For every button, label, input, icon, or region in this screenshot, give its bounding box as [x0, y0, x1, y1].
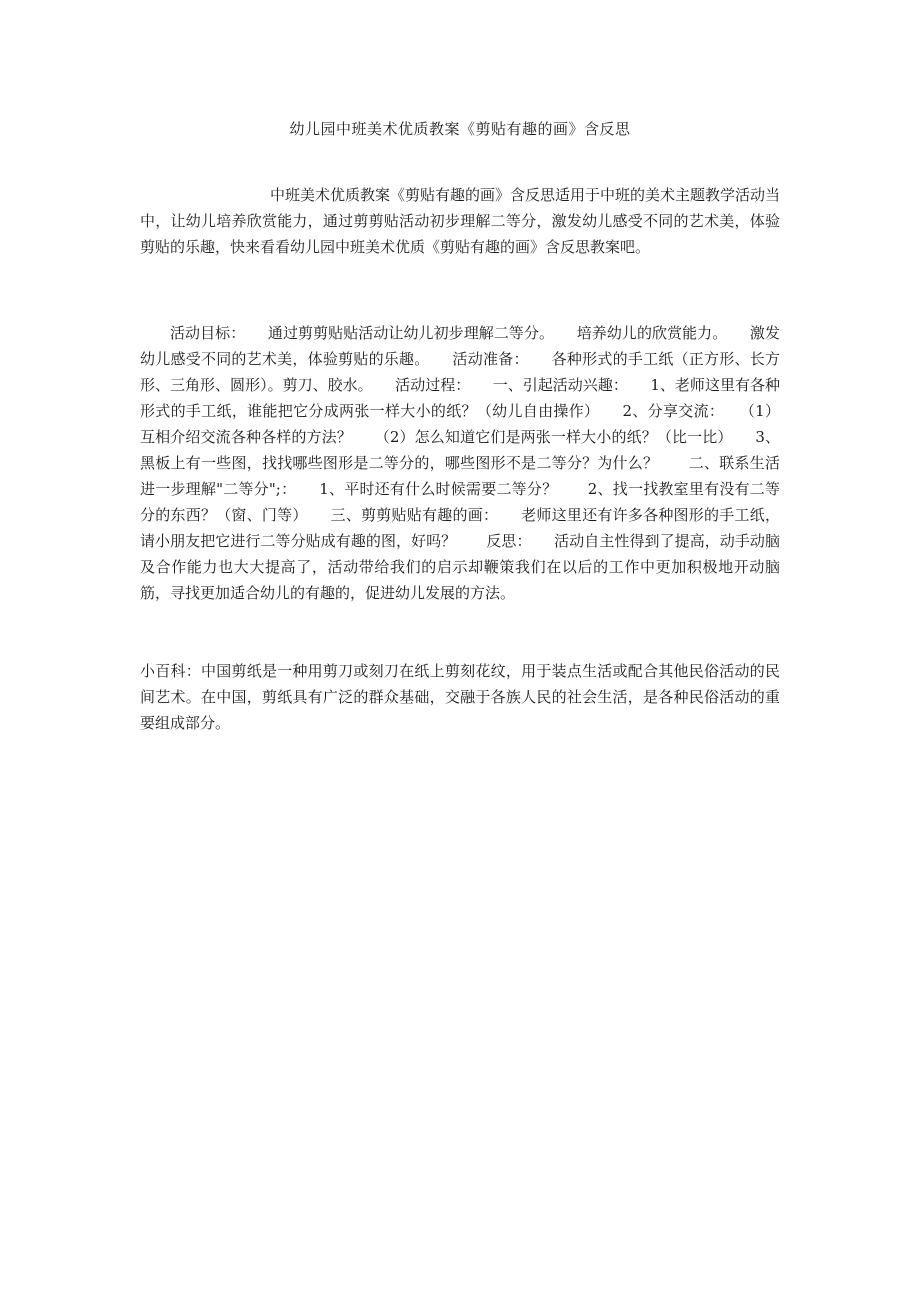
encyclopedia-paragraph: 小百科：中国剪纸是一种用剪刀或刻刀在纸上剪刻花纹，用于装点生活或配合其他民俗活动的民间艺术。在中国，剪纸具有广泛的群众基础，交融于各族人民的社会生活，是各种民俗活动的重要组成部分。: [140, 662, 780, 732]
intro-paragraph: 中班美术优质教案《剪贴有趣的画》含反思适用于中班的美术主题教学活动当中，让幼儿培养欣赏能力，通过剪剪贴活动初步理解二等分，激发幼儿感受不同的艺术美，体验剪贴的乐趣，快来看看幼儿园中班美术优质《剪贴有趣的画》含反思教案吧。: [140, 186, 781, 256]
document-title: 幼儿园中班美术优质教案《剪贴有趣的画》含反思: [289, 120, 631, 138]
lesson-plan-paragraph: 活动目标： 通过剪剪贴贴活动让幼儿初步理解二等分。 培养幼儿的欣赏能力。 激发幼儿感受不同的艺术美，体验剪贴的乐趣。 活动准备： 各种形式的手工纸（正方形、长方形、三角形、圆形）。剪刀、胶水。 活动过程： 一、引起活动兴趣： 1、老师这里有各种形式的手工纸，谁能把它分成两张一样大小的纸？（幼儿自由操作） 2、分享交流： （1）互相介绍交流各种各样的方法？ （2）怎么知道它们是两张一样大小的纸？（比一比） 3、黑板上有一些图，找找哪些图形是二等分的，哪些图形不是二等分？为什么？ 二、联系生活进一步理解"二等分";： 1、平时还有什么时候需要二等分？ 2、找一找教室里有没有二等分的东西？（窗、门等） 三、剪剪贴贴有趣的画： 老师这里还有许多各种图形的手工纸，请小朋友把它进行二等分贴成有趣的图，好吗？ 反思： 活动自主性得到了提高，动手动脑及合作能力也大大提高了，活动带给我们的启示却鞭策我们在以后的工作中更加积极地开动脑筋，寻找更加适合幼儿的有趣的，促进幼儿发展的方法。: [140, 324, 780, 602]
